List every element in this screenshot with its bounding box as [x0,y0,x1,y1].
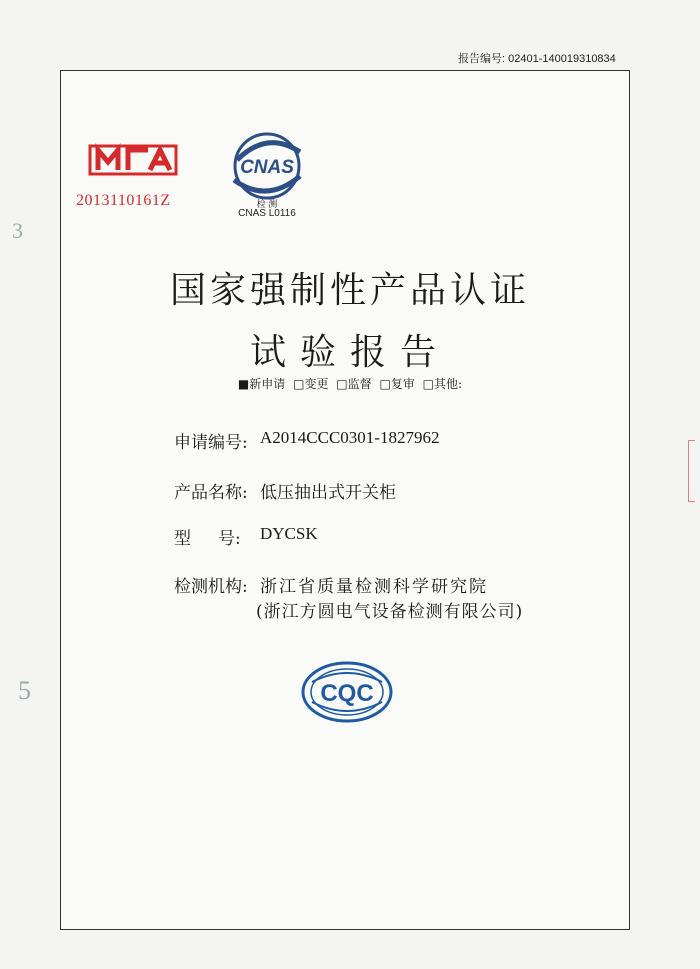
checkbox-icon: □ [422,377,435,391]
checkbox-icon: □ [336,377,348,391]
type-label: 复审 [390,377,415,391]
product-name-value: 低压抽出式开关柜 [260,483,396,503]
margin-mark: 5 [18,676,31,705]
type-option-supervise[interactable] [336,377,371,391]
type-option-other[interactable] [423,377,462,391]
type-option-change[interactable] [293,377,328,391]
title-line-2: 试验报告 [249,332,450,373]
type-label: 新申请 [249,377,286,391]
application-no-label: 申请编号: [174,433,248,453]
lab-label: 检测机构: [174,577,248,597]
report-number [458,50,616,66]
type-option-review[interactable] [379,377,414,391]
type-label: 其他: [434,377,463,391]
model-label: 型 号: [174,529,241,549]
type-label: 变更 [304,377,329,391]
title-line-1: 国家强制性产品认证 [169,270,530,311]
lab-value: 浙江省质量检测科学研究院 [260,577,488,597]
margin-stamp-edge [688,440,695,502]
model-value: DYCSK [260,524,318,543]
application-no-value: A2014CCC0301-1827962 [260,428,440,447]
application-types [0,375,700,392]
report-number-label: 报告编号: [458,53,506,65]
checkbox-icon: □ [293,377,305,391]
cma-logo-icon [88,140,178,180]
margin-mark: 3 [12,218,23,243]
cqc-logo-icon [300,660,394,724]
cma-code: 2013110161Z [76,192,171,209]
product-name-label: 产品名称: [174,483,248,503]
svg-text:CNAS: CNAS [240,157,294,178]
checkbox-icon: ■ [237,377,250,391]
cnas-sub: 检 测 [256,199,278,209]
checkbox-icon: □ [379,377,391,391]
lab-value-2: (浙江方圆电气设备检测有限公司) [256,602,524,622]
svg-text:CQC: CQC [320,680,374,707]
type-option-new[interactable] [238,377,285,391]
cnas-code: CNAS L0116 [238,208,296,219]
report-number-value: 02401-140019310834 [508,53,616,65]
type-label: 监督 [347,377,372,391]
